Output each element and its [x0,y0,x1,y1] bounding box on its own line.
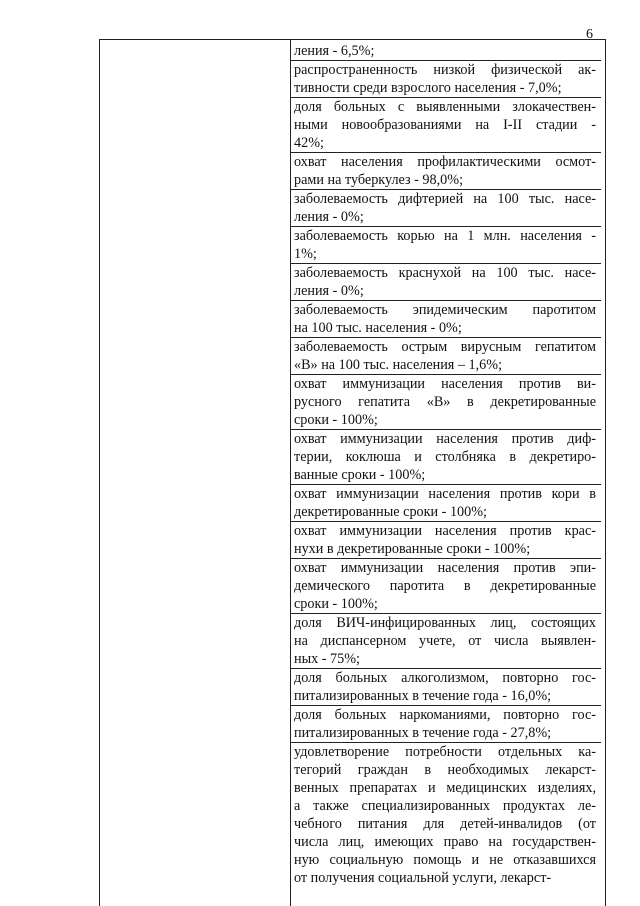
indicator-item [294,706,596,742]
indicator-table [99,39,606,906]
indicator-line: сроки - 100%; [294,596,378,612]
indicator-line: русного гепатита «В» в декретированные [294,394,596,410]
indicator-line: ными новообразованиями на I-II стадии - [294,117,596,133]
indicator-line: ную социальную помощь и не отказавшихся [294,852,596,868]
indicator-line: ления - 0%; [294,283,364,299]
indicator-line: заболеваемость острым вирусным гепатитом [294,339,596,355]
indicator-line: доля больных алкоголизмом, повторно гос- [294,670,596,686]
indicator-line: 42%; [294,135,324,151]
indicator-line: ных - 75%; [294,651,360,667]
indicator-line: охват иммунизации населения против диф- [294,431,596,447]
indicator-line: заболеваемость дифтерией на 100 тыс. насе- [294,191,596,207]
indicator-line: распространенность низкой физической ак- [294,62,596,78]
indicator-line: от получения социальной услуги, лекарст- [294,870,552,886]
indicator-line: чебного питания для детей-инвалидов (от [294,816,596,832]
indicator-item [294,61,596,97]
table-left-cell [100,40,290,906]
indicator-item [294,559,596,613]
indicator-line: ления - 0%; [294,209,364,225]
indicator-line: ванные сроки - 100%; [294,467,426,483]
indicator-line: нухи в декретированные сроки - 100%; [294,541,531,557]
indicator-list [294,42,596,887]
indicator-line: охват иммунизации населения против крас- [294,523,596,539]
indicator-line: «В» на 100 тыс. населения – 1,6%; [294,357,503,373]
indicator-line: охват населения профилактическими осмот- [294,154,596,170]
indicator-line: питализированных в течение года - 16,0%; [294,688,552,704]
indicator-item [294,98,596,152]
indicator-line: демического паротита в декретированные [294,578,596,594]
indicator-line: питализированных в течение года - 27,8%; [294,725,552,741]
indicator-line: удовлетворение потребности отдельных ка- [294,744,596,760]
indicator-line: а также специализированных продуктах ле- [294,798,596,814]
indicator-item [294,743,596,887]
indicator-line: ления - 6,5%; [294,43,375,59]
indicator-item [294,338,596,374]
indicator-line: 1%; [294,246,317,262]
page-number: 6 [586,27,593,42]
indicator-line: заболеваемость корью на 1 млн. населения - [294,228,596,244]
indicator-line: венных препаратах и медицинских изделиях, [294,780,596,796]
indicator-line: на 100 тыс. населения - 0%; [294,320,462,336]
indicator-line: сроки - 100%; [294,412,378,428]
indicator-line: охват иммунизации населения против эпи- [294,560,596,576]
indicator-line: рами на туберкулез - 98,0%; [294,172,464,188]
indicator-item [294,614,596,668]
indicator-line: охват иммунизации населения против кори в [294,486,596,502]
indicator-item [294,301,596,337]
indicator-item [294,669,596,705]
indicator-item [294,485,596,521]
indicator-item [294,430,596,484]
indicator-line: на диспансерном учете, от числа выявлен- [294,633,596,649]
indicator-item [294,190,596,226]
indicator-line: заболеваемость эпидемическим паротитом [294,302,596,318]
indicator-line: доля ВИЧ-инфицированных лиц, состоящих [294,615,596,631]
indicator-item [294,42,596,60]
indicator-line: заболеваемость краснухой на 100 тыс. насе- [294,265,596,281]
indicator-line: тивности среди взрослого населения - 7,0%; [294,80,562,96]
indicator-line: декретированные сроки - 100%; [294,504,487,520]
indicator-line: охват иммунизации населения против ви- [294,376,596,392]
column-divider [290,40,291,906]
indicator-item [294,153,596,189]
indicator-line: числа лиц, имеющих право на государствен- [294,834,596,850]
indicator-item [294,375,596,429]
indicator-item [294,522,596,558]
indicator-item [294,227,596,263]
indicator-line: доля больных наркоманиями, повторно гос- [294,707,596,723]
indicator-line: терии, коклюша и столбняка в декретиро- [294,449,596,465]
indicator-line: доля больных с выявленными злокачествен- [294,99,596,115]
indicator-item [294,264,596,300]
indicator-line: тегорий граждан в необходимых лекарст- [294,762,596,778]
